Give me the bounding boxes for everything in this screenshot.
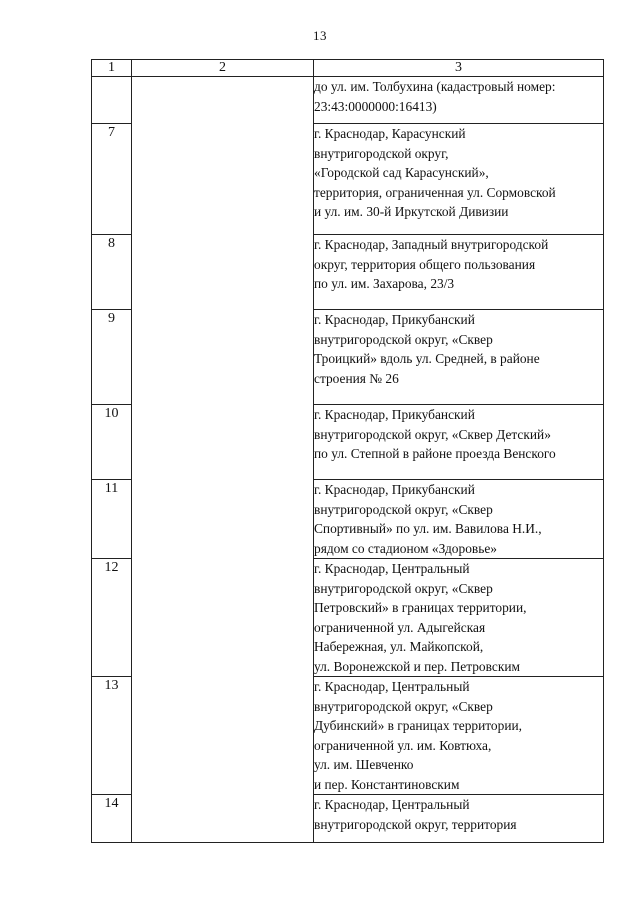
description-line: внутригородской округ, «Сквер	[314, 501, 493, 517]
description-line: территория, ограниченная ул. Сормовской	[314, 184, 556, 200]
description-line: округ, территория общего пользования	[314, 256, 536, 272]
description-line: ограниченной ул. Адыгейская	[314, 619, 486, 635]
description-line: Дубинский» в границах территории,	[314, 718, 523, 733]
description-line: Петровский» в границах территории,	[314, 600, 527, 615]
description-line: рядом со стадионом «Здоровье»	[314, 540, 497, 556]
description-line: внутригородской округ, «Сквер	[314, 580, 493, 596]
row-number	[92, 77, 132, 124]
row-number: 14	[92, 795, 132, 843]
row-number: 7	[92, 124, 132, 235]
row-number: 12	[92, 559, 132, 677]
description-line: г. Краснодар, Центральный	[314, 797, 470, 812]
description-line: г. Краснодар, Западный внутригородской	[314, 237, 549, 252]
location-description	[314, 310, 604, 405]
table-row	[92, 77, 604, 124]
location-description	[314, 235, 604, 310]
description-line: внутригородской округ, «Сквер	[314, 698, 493, 714]
description-line: и пер. Константиновским	[314, 776, 460, 792]
row-number: 11	[92, 480, 132, 559]
description-line: до ул. им. Толбухина (кадастровый номер:	[314, 79, 556, 94]
description-line: внутригородской округ, «Сквер	[314, 331, 493, 347]
description-line: Троицкий» вдоль ул. Средней, в районе	[314, 351, 540, 366]
column-header-1: 1	[92, 60, 132, 77]
document-table	[91, 59, 604, 843]
location-description	[314, 77, 604, 124]
column-header-2: 2	[132, 60, 314, 77]
description-line: г. Краснодар, Прикубанский	[314, 312, 475, 327]
location-description	[314, 480, 604, 559]
description-line: строения № 26	[314, 370, 399, 386]
description-line: внутригородской округ, территория	[314, 816, 517, 832]
description-line: и ул. им. 30-й Иркутской Дивизии	[314, 204, 509, 219]
description-line: ул. Воронежской и пер. Петровским	[314, 658, 520, 674]
page-number: 13	[313, 28, 327, 43]
row-number: 8	[92, 235, 132, 310]
description-line: внутригородской округ,	[314, 145, 449, 161]
description-line: Набережная, ул. Майкопской,	[314, 639, 484, 654]
description-line: по ул. им. Захарова, 23/3	[314, 276, 455, 291]
description-line: ограниченной ул. им. Ковтюха,	[314, 737, 492, 753]
location-description	[314, 405, 604, 480]
location-description	[314, 677, 604, 795]
column-2-cell	[132, 77, 314, 843]
description-line: г. Краснодар, Прикубанский	[314, 482, 475, 497]
location-description	[314, 795, 604, 843]
description-line: г. Краснодар, Карасунский	[314, 126, 466, 141]
row-number: 9	[92, 310, 132, 405]
row-number: 10	[92, 405, 132, 480]
description-line: 23:43:0000000:16413)	[314, 98, 437, 114]
description-line: внутригородской округ, «Сквер Детский»	[314, 426, 551, 442]
location-description	[314, 559, 604, 677]
header-row	[92, 60, 604, 77]
column-header-3: 3	[314, 60, 604, 77]
description-line: г. Краснодар, Центральный	[314, 561, 470, 576]
description-line: «Городской сад Карасунский»,	[314, 165, 489, 180]
description-line: Спортивный» по ул. им. Вавилова Н.И.,	[314, 521, 542, 536]
description-line: г. Краснодар, Прикубанский	[314, 407, 475, 422]
description-line: по ул. Степной в районе проезда Венского	[314, 446, 556, 461]
description-line: г. Краснодар, Центральный	[314, 679, 470, 694]
location-description	[314, 124, 604, 235]
row-number: 13	[92, 677, 132, 795]
description-line: ул. им. Шевченко	[314, 757, 414, 772]
